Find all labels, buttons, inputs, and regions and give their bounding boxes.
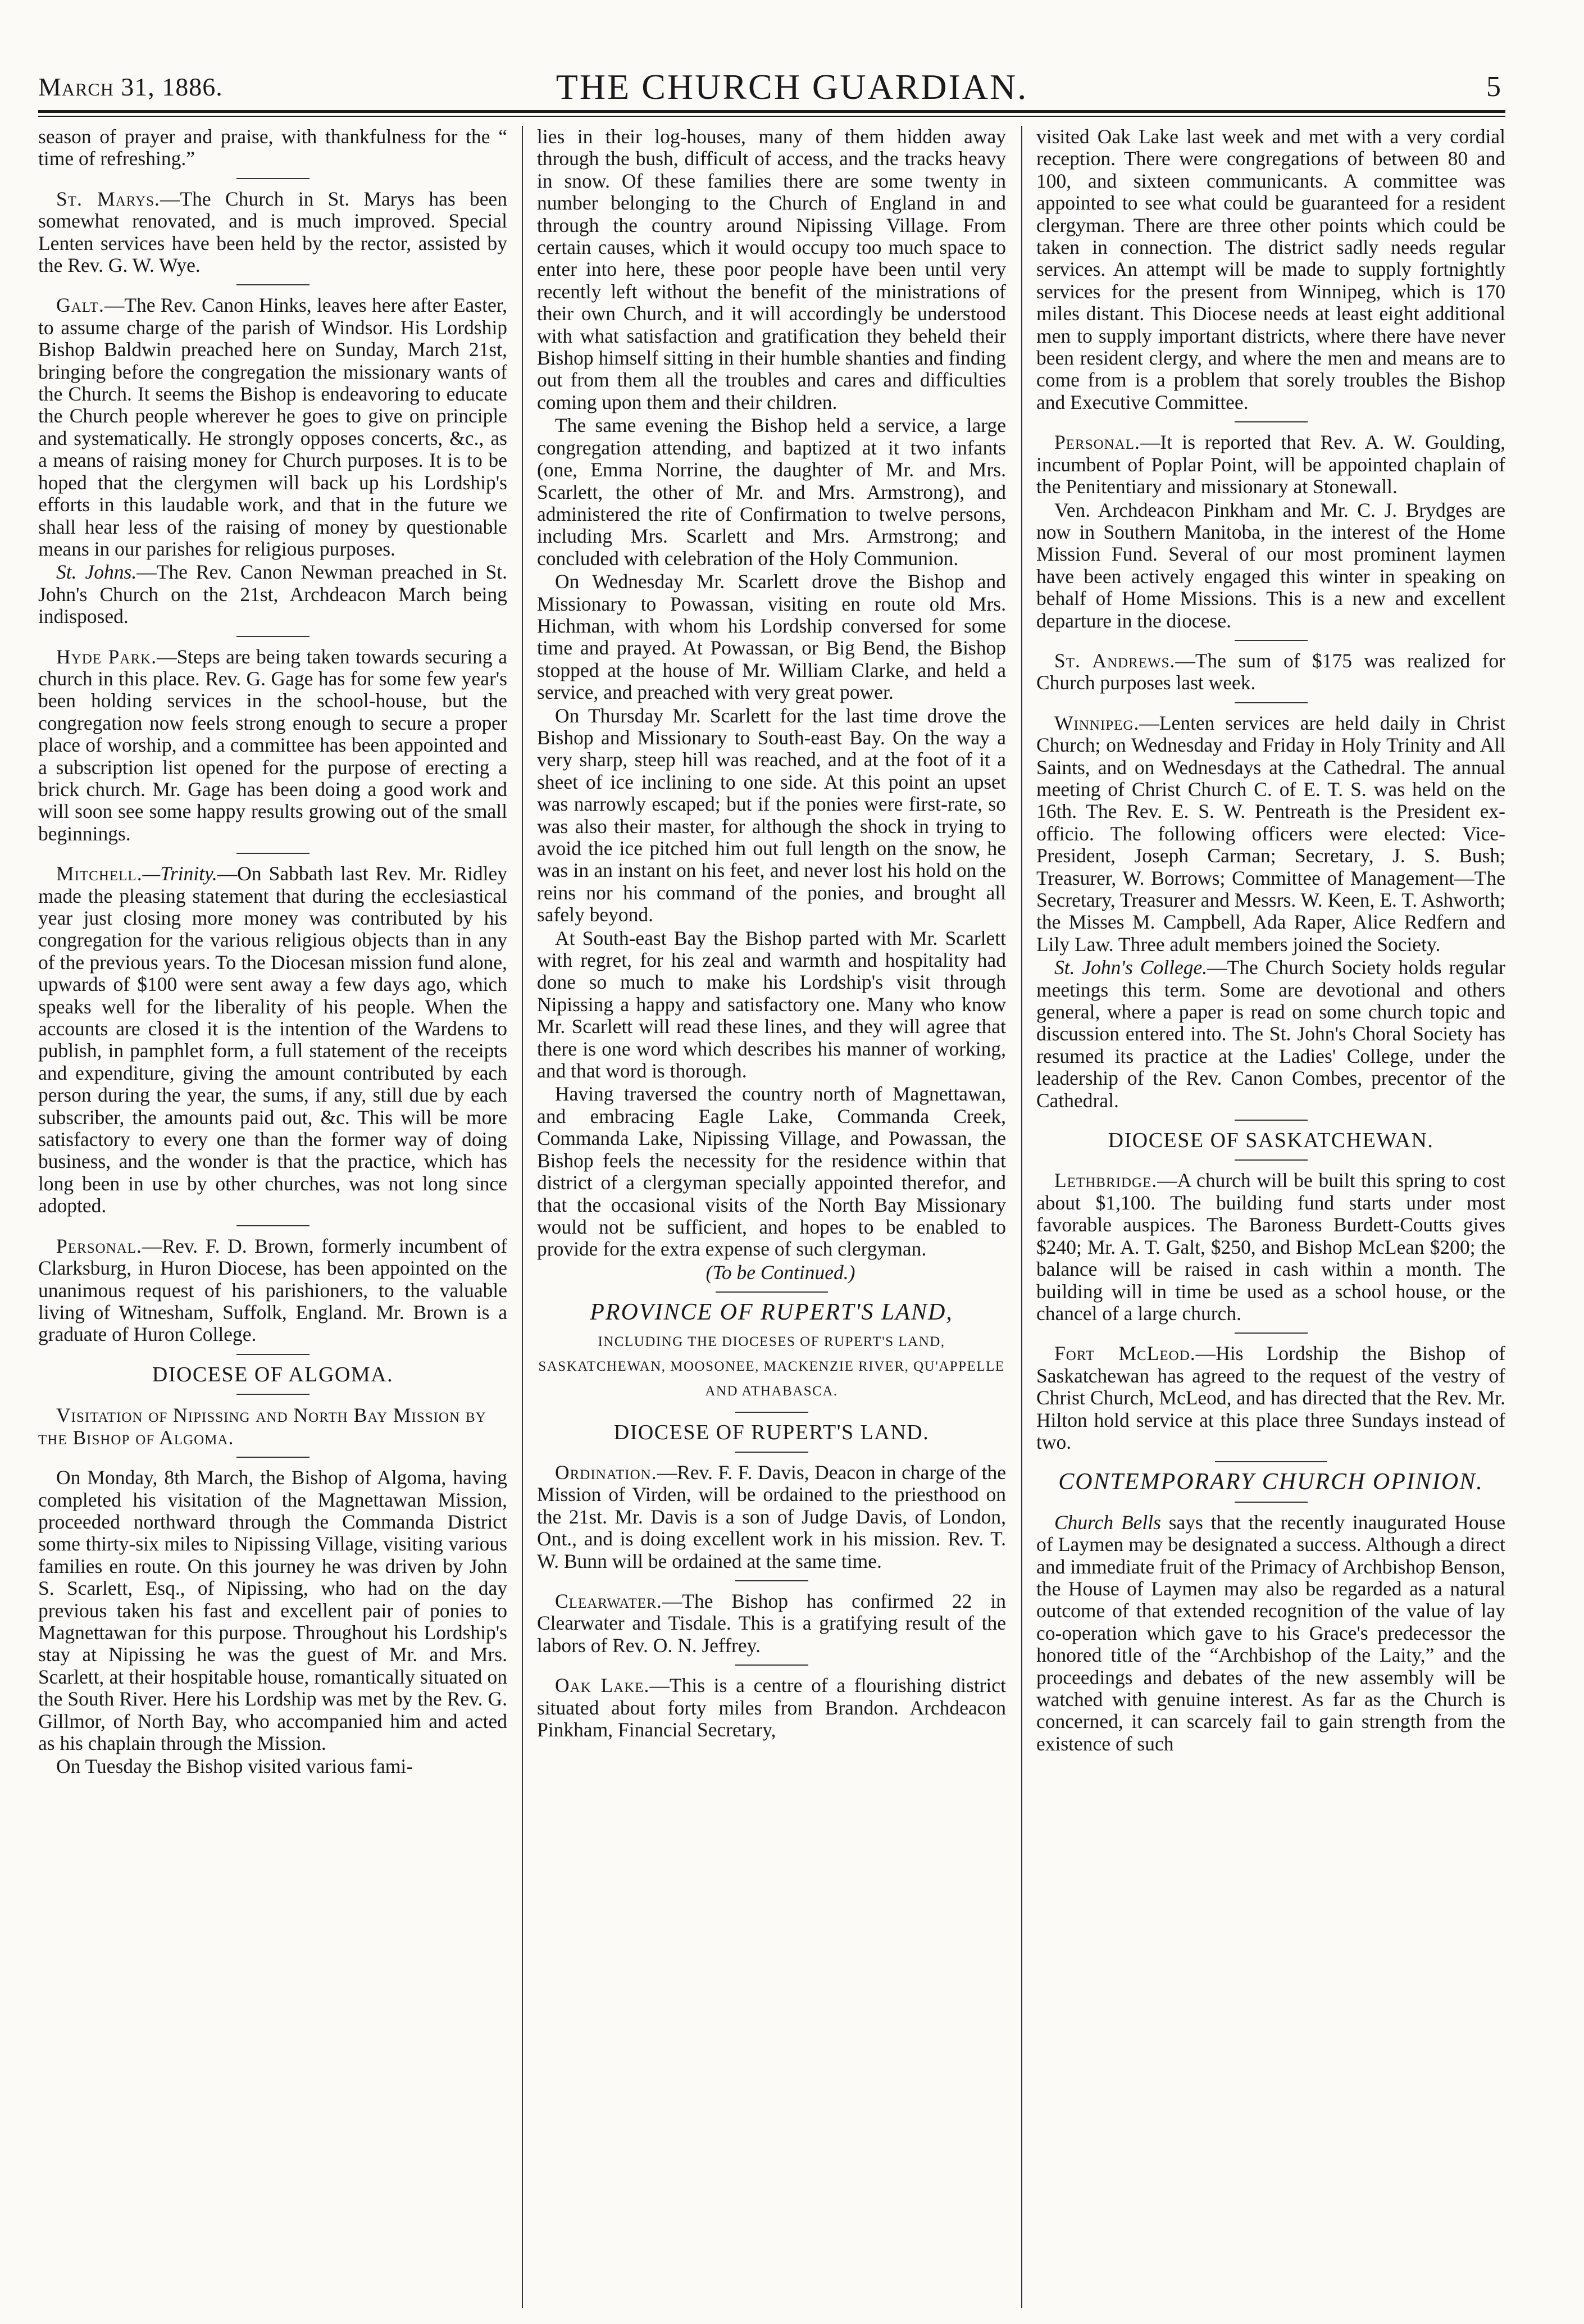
divider-rule	[236, 636, 309, 637]
article-text: —The Church in St. Marys has been somewhat renovated, and is much improved. Special Lenten services have been held by the rector, assisted by the Rev. G. W. Wye.	[38, 187, 507, 277]
article-text: —A church will be built this spring to cost about $1,100. The building fund starts under most favorable auspices. The Baroness Burdett-Coutts gives $240; Mr. A. T. Galt, $250, and Bishop McLean $200; the balance will be raised in cash within a month. The building will in time be used as a school house, or the chancel of a large church.	[1036, 1169, 1505, 1325]
divider-rule	[735, 1452, 808, 1453]
masthead-title: THE CHURCH GUARDIAN.	[556, 67, 1028, 107]
article-lead: St. Andrews.	[1054, 649, 1176, 672]
article-text: —Rev. F. F. Davis, Deacon in charge of the Mission of Virden, will be ordained to the priesthood on the 21st. Mr. Davis is a son of Judge Davis, of London, Ont., and is doing excellent work in his mission. Rev. T. W. Bunn will be ordained at the same time.	[537, 1461, 1006, 1572]
divider-rule	[1235, 1159, 1308, 1161]
article-paragraph: Ven. Archdeacon Pinkham and Mr. C. J. Brydges are now in Southern Manitoba, in the interest of the Home Mission Fund. Several of our most prominent laymen have been actively engaged this winter in speaking on behalf of Home Missions. This is a new and excellent departure in the diocese.	[1036, 498, 1505, 632]
article-lead: Church Bells	[1054, 1511, 1161, 1534]
article-paragraph	[38, 1235, 507, 1346]
page-number: 5	[1486, 71, 1501, 103]
article-lead: Galt.	[56, 294, 104, 317]
article-lead: Mitchell.	[56, 862, 143, 885]
column-1	[38, 126, 507, 2308]
article-text: —The Church Society holds regular meetings this term. Some are devotional and others general, where a paper is read on some church topic and discussion entered into. The St. John's Choral Society has resumed its practice at the Ladies' College, under the leadership of the Rev. Canon Combes, precentor of the Cathedral.	[1036, 956, 1505, 1112]
section-heading: PROVINCE OF RUPERT'S LAND,	[590, 1299, 953, 1326]
article-lead: Oak Lake.	[555, 1674, 650, 1697]
article-lead: Winnipeg.	[1054, 711, 1140, 734]
article-text: —The Rev. Canon Newman preached in St. John's Church on the 21st, Archdeacon March being indisposed.	[38, 561, 507, 628]
divider-rule	[1235, 1502, 1308, 1503]
column-3	[1036, 126, 1505, 2308]
article-paragraph: On Thursday Mr. Scarlett for the last time drove the Bishop and Missionary to South-east Bay. On the way a very sharp, steep hill was reached, and at the foot of it a sheet of ice inclining to one side. At this point an upset was narrowly escaped; but if the ponies were first-rate, so was also their master, for although the shock in trying to avoid the ice pitched him out full length on the snow, he was in an instant on his feet, and never lost his hold on the reins nor his command of the ponies, and brought all safely beyond.	[537, 704, 1006, 926]
divider-rule	[1235, 1120, 1308, 1121]
article-text: —His Lordship the Bishop of Saskatchewan has agreed to the request of the vestry of Christ Church, McLeod, and has directed that the Rev. Mr. Hilton hold service at this place three Sundays instead of two.	[1036, 1342, 1505, 1453]
divider-rule	[735, 1412, 808, 1413]
article-paragraph	[1036, 1512, 1505, 1755]
continued-note: (To be Continued.)	[705, 1261, 855, 1284]
section-heading: DIOCESE OF ALGOMA.	[152, 1362, 394, 1386]
article-lead: Personal.	[1054, 431, 1140, 454]
article-subheading: Visitation of Nipissing and North Bay Mission by the Bishop of Algoma.	[38, 1404, 486, 1449]
article-lead: St. Marys.	[56, 187, 160, 210]
article-lead: Personal.	[56, 1234, 142, 1257]
divider-rule	[236, 1225, 309, 1226]
column-2	[537, 126, 1006, 2308]
article-text: —The Rev. Canon Hinks, leaves here after Easter, to assume charge of the parish of Windsor. His Lordship Bishop Baldwin preached here on Sunday, March 21st, bringing before the congregation the missionary wants of the Church. It seems the Bishop is endeavoring to educate the Church people wherever he goes to give on principle and systematically. He strongly opposes concerts, &c., as a means of raising money for Church purposes. It is to be hoped that the clergymen will back up his Lordship's efforts in this laudable work, and that in the future we shall hear less of the raising of money by questionable means in our parishes for religious purposes.	[38, 294, 507, 560]
article-paragraph	[38, 863, 507, 1217]
article-paragraph	[537, 1462, 1006, 1572]
divider-rule	[236, 1394, 309, 1395]
section-heading: DIOCESE OF SASKATCHEWAN.	[1108, 1129, 1434, 1153]
article-paragraph	[38, 294, 507, 560]
article-paragraph: Having traversed the country north of Magnettawan, and embracing Eagle Lake, Commanda Creek, Commanda Lake, Nipissing Village, and Powassan, the Bishop feels the necessity for the residence within that district of a clergyman specially appointed therefor, and that the occasional visits of the North Bay Missionary would not be sufficient, and hopes to be enabled to provide for the extra expense of such clergyman.	[537, 1083, 1006, 1261]
article-text: —Rev. F. D. Brown, formerly incumbent of Clarksburg, in Huron Diocese, has been appointed on the unanimous request of his parishioners, to the valuable living of Witnesham, Suffolk, England. Mr. Brown is a graduate of Huron College.	[38, 1234, 507, 1346]
section-subheading: INCLUDING THE DIOCESES OF RUPERT'S LAND, SASKATCHEWAN, MOOSONEE, MACKENZIE RIVER, QU'APPELLE AND ATHABASCA.	[538, 1334, 1005, 1399]
article-paragraph: season of prayer and praise, with thankfulness for the “ time of refreshing.”	[38, 126, 507, 170]
divider-rule	[236, 1457, 309, 1458]
divider-rule	[1235, 702, 1308, 703]
article-text: —On Sabbath last Rev. Mr. Ridley made the pleasing statement that during the ecclesiastical year just closing more money was contributed by his congregation for the various religious objects than in any of the previous years. To the Diocesan mission fund alone, upwards of $100 were sent away a few days ago, which speaks well for the liberality of his people. When the accounts are closed it is the intention of the Wardens to publish, in pamphlet form, a full statement of the receipts and expenditure, giving the amount contributed by each person during the year, the sums, if any, still due by each subscriber, the amounts paid out, &c. This will be more satisfactory to every one than the former way of doing business, and the wonder is that the practice, which has long been in use by other churches, was not long since adopted.	[38, 862, 507, 1217]
divider-rule	[236, 1354, 309, 1355]
article-paragraph: At South-east Bay the Bishop parted with Mr. Scarlett with regret, for his zeal and warmth and hospitality had done so much to make his Lordship's visit through Nipissing a happy and satisfactory one. Many who know Mr. Scarlett will read these lines, and they will agree that there is one word which describes his manner of working, and that word is thorough.	[537, 926, 1006, 1083]
column-divider-1	[522, 126, 523, 2308]
section-heading: CONTEMPORARY CHURCH OPINION.	[1058, 1469, 1483, 1495]
divider-rule	[1235, 421, 1308, 422]
header-rule-thick	[38, 110, 1505, 113]
header-date: March 31, 1886.	[38, 72, 223, 101]
divider-rule	[236, 178, 309, 179]
divider-rule	[1235, 1332, 1308, 1334]
article-text: says that the recently inaugurated House of Laymen may be designated a success. Although a direct and immediate fruit of the Primacy of Archbishop Benson, the House of Laymen may also be regarded as a natural outcome of that extended recognition of the value of lay co-operation which gave to his Grace's predecessor the honored title of the “Archbishop of the Laity,” and the proceedings and debates of the new assembly will be watched with genuine interest. As far as the Church is concerned, it can scarcely fail to gain strength from the existence of such	[1036, 1511, 1505, 1755]
article-text: —The Bishop has confirmed 22 in Clearwater and Tisdale. This is a gratifying result of the labors of Rev. O. N. Jeffrey.	[537, 1589, 1006, 1657]
article-paragraph	[38, 561, 507, 627]
article-paragraph	[537, 1590, 1006, 1657]
divider-rule	[735, 1580, 808, 1581]
article-paragraph	[38, 646, 507, 845]
column-divider-2	[1021, 126, 1022, 2308]
article-paragraph: lies in their log-houses, many of them hidden away through the bush, difficult of access, and the tracks heavy in snow. Of these families there are some twenty in number belonging to the Church of England in and through the country around Nipissing Village. From certain causes, which it would occupy too much space to enter into here, these poor people have been until very recently left without the benefit of the ministrations of their own Church, and it will accordingly be understood with what satisfaction and gratification they beheld their Bishop himself sitting in their humble shanties and finding out from them all the troubles and cares and difficulties coming upon them and their children.	[537, 126, 1006, 413]
divider-rule	[236, 284, 309, 285]
article-paragraph: The same evening the Bishop held a service, a large congregation attending, and baptized at it two infants (one, Emma Norrine, the daughter of Mr. and Mrs. Scarlett, the other of Mr. and Mrs. Armstrong), and administered the rite of Confirmation to twelve persons, including Mrs. Scarlett and Mrs. Armstrong; and concluded with celebration of the Holy Communion.	[537, 414, 1006, 570]
article-text: —This is a centre of a flourishing district situated about forty miles from Brandon. Archdeacon Pinkham, Financial Secretary,	[537, 1674, 1006, 1741]
article-paragraph: visited Oak Lake last week and met with a very cordial reception. There were congregations of between 80 and 100, and sixteen communicants. A committee was appointed to see what could be guaranteed for a resident clergyman. There are three other points which could be taken in connection. The district sadly needs regular services. An attempt will be made to supply fortnightly services for the present from Winnipeg, which is 170 miles distant. This Diocese needs at least eight additional men to supply important districts, where there have never been resident clergy, and where the men and means are to come from is a problem that sorely troubles the Bishop and Executive Committee.	[1036, 126, 1505, 413]
article-paragraph	[1036, 712, 1505, 956]
article-text: —The sum of $175 was realized for Church purposes last week.	[1036, 649, 1505, 694]
article-paragraph: On Monday, 8th March, the Bishop of Algoma, having completed his visitation of the Magnettawan Mission, proceeded northward through the Commanda District some thirty-six miles to Nipissing Village, visiting various families en route. On this journey he was driven by John S. Scarlett, Esq., of Nipissing, who had on the day previous taken his fast and excellent pair of ponies to Magnettawan for this purpose. Throughout his Lordship's stay at Nipissing he was the guest of Mr. and Mrs. Scarlett, at their hospitable house, romantically situated on the South River. Here his Lordship was met by the Rev. G. Gillmor, of North Bay, who accompanied him and acted as his chaplain through the Mission.	[38, 1466, 507, 1754]
article-text: —Steps are being taken towards securing a church in this place. Rev. G. Gage has for some few year's been holding services in the school-house, but the congregation now feels strong enough to secure a proper place of worship, and a committee has been appointed and a subscription list opened for the purpose of erecting a brick church. Mr. Gage has been doing a good work and will soon see some happy results growing out of the small beginnings.	[38, 645, 507, 845]
article-paragraph	[1036, 1343, 1505, 1453]
article-text: —Lenten services are held daily in Christ Church; on Wednesday and Friday in Holy Trinity and All Saints, and on Wednesdays at the Cathedral. The annual meeting of Christ Church C. of E. T. S. was held on the 16th. The Rev. E. S. W. Pentreath is the President ex-officio. The following officers were elected: Vice-President, Joseph Carman; Secretary, J. S. Bush; Treasurer, W. Borrows; Committee of Management—The Secretary, Treasurer and Messrs. W. Keen, E. T. Ashworth; the Misses M. Campbell, Ada Raper, Alice Redfern and Lily Law. Three adult members joined the Society.	[1036, 711, 1505, 956]
article-paragraph	[1036, 650, 1505, 694]
article-paragraph	[38, 188, 507, 277]
article-paragraph	[1036, 957, 1505, 1112]
article-paragraph	[537, 1675, 1006, 1741]
section-heading: DIOCESE OF RUPERT'S LAND.	[613, 1420, 930, 1444]
article-lead: St. John's College.	[1054, 956, 1208, 979]
article-lead: Fort McLeod.	[1054, 1342, 1196, 1365]
article-paragraph	[1036, 1170, 1505, 1325]
article-paragraph: On Wednesday Mr. Scarlett drove the Bishop and Missionary to Powassan, visiting en route old Mrs. Hichman, with whom his Lordship conversed for some time and prayed. At Powassan, or Big Bend, the Bishop stopped at the house of Mr. William Clarke, and held a service, and preached with very great power.	[537, 570, 1006, 704]
article-lead: St. Johns.	[56, 561, 137, 584]
article-lead: Clearwater.	[555, 1589, 662, 1612]
article-lead: Hyde Park.	[56, 645, 157, 668]
article-text: —It is reported that Rev. A. W. Goulding, incumbent of Poplar Point, will be appointed chaplain of the Penitentiary and missionary at Stonewall.	[1036, 431, 1505, 498]
divider-rule	[735, 1664, 808, 1666]
divider-rule	[716, 1291, 828, 1293]
divider-rule	[1235, 640, 1308, 641]
article-paragraph	[1036, 431, 1505, 498]
divider-rule	[236, 853, 309, 854]
divider-rule	[1215, 1461, 1327, 1462]
article-sublead: —Trinity.	[142, 862, 217, 885]
article-paragraph: On Tuesday the Bishop visited various fami-	[56, 1755, 413, 1778]
header-rule-thin	[38, 116, 1505, 117]
article-lead: Ordination.	[555, 1461, 657, 1484]
article-lead: Lethbridge.	[1054, 1169, 1158, 1192]
